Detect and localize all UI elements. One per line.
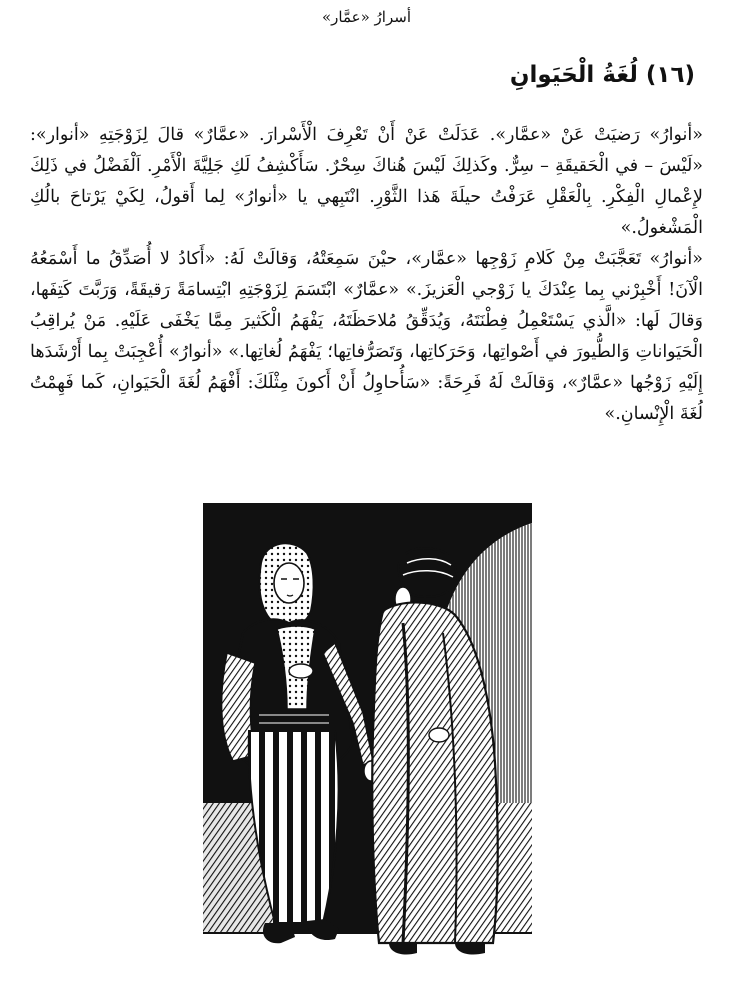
story-illustration [203,503,532,968]
running-header: أسرارُ «عمَّار» [322,8,411,26]
story-text [30,120,703,430]
paragraph-1: «أنوارُ» رَضيَتْ عَنْ «عمَّار». عَدَلَتْ عَنْ أَنْ تَعْرِفَ الْأَسْرارَ. «عمَّارٌ» قالَ لِزَوْجَتِهِ «أنوار»: «لَيْسَ – في الْحَقيقَةِ – سِرٌّ. وكَذلِكَ لَيْسَ هُناكَ سِحْرٌ. سَأَكْشِفُ لَكِ جَلِيَّةَ الْأَمْرِ. اَلْفَضْلُ في ذَلِكَ لإِعْمالِ الْفِكْرِ. بِالْعَقْلِ عَرَفْتُ حيلَةَ هَذا الثَّوْرِ. انْتَبِهي يا «أنوارُ» لِما أَقولُ، لِكَيْ يَرْتاحَ بالُكِ الْمَشْغولُ.» [30,125,703,238]
illustration-drawing [203,503,532,968]
chapter-title: (١٦) لُغَةُ الْحَيَوانِ [509,62,695,88]
paragraph-2: «أنوارُ» تَعَجَّبَتْ مِنْ كَلامِ زَوْجِها «عمَّار»، حيْنَ سَمِعَتْهُ، وَقالَتْ لَهُ: «أَكادُ لا أُصَدِّقُ ما أَسْمَعُهُ الْآنَ! أَخْبِرْني بِما عِنْدَكَ يا زَوْجي الْعَزيزَ.» «عمَّارٌ» ابْتَسَمَ لِزَوْجَتِهِ ابْتِسامَةً رَقيقَةً، وَرَبَّتَ كَتِفَها، وَقالَ لَها: «الَّذي يَسْتَعْمِلُ فِطْنَتَهُ، وَيُدَقِّقُ مُلاحَظَتَهُ، يَفْهَمُ الْكَثيرَ مِمَّا يَخْفَى عَلَيْهِ. مَنْ يُراقِبُ الْحَيَواناتِ وَالطُّيورَ في أَصْواتِها، وَحَرَكاتِها، وَتَصَرُّفاتِها؛ يَفْهَمُ لُغاتِها.» «أنوارُ» أُعْجِبَتْ بِما أَرْشَدَها إِلَيْهِ زَوْجُها «عمَّارٌ»، وَقالَتْ لَهُ فَرِحَةً: «سَأُحاوِلُ أَنْ أَكونَ مِثْلَكَ: أَفْهَمُ لُغَةَ الْحَيَوانِ، كَما فَهِمْتُ لُغَةَ الْإِنْسانِ.» [30,249,703,424]
